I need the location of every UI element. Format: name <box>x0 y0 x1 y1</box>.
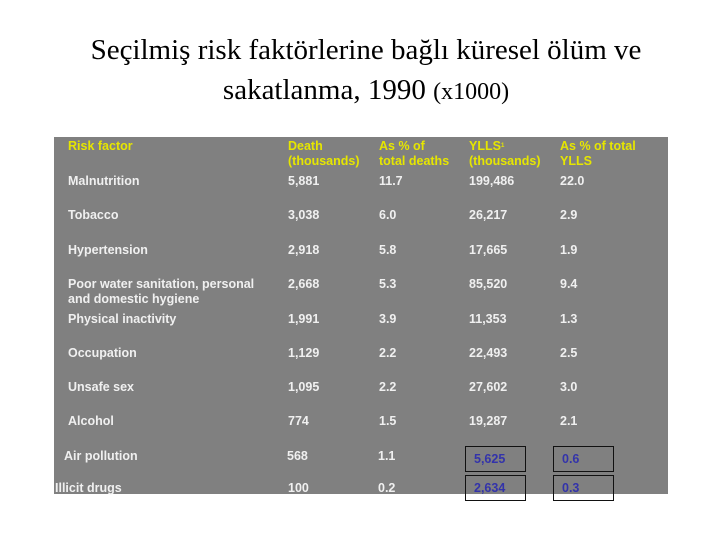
title-line-1: Seçilmiş risk faktörlerine bağlı küresel ölüm ve <box>90 34 642 66</box>
row-death: 2,918 <box>288 243 320 257</box>
row-pct-ylls: 2.1 <box>560 414 578 428</box>
row-death: 3,038 <box>288 208 320 222</box>
row-pct-deaths: 6.0 <box>379 208 397 222</box>
highlight-box-ylls-air: 5,625 <box>465 446 526 472</box>
row-factor: Malnutrition <box>68 174 140 188</box>
highlight-box-ylls-drugs: 2,634 <box>465 475 526 501</box>
row-factor: Hypertension <box>68 243 148 257</box>
row-pct-deaths: 2.2 <box>379 346 397 360</box>
slide-title <box>0 30 720 112</box>
highlight-box-pct-air: 0.6 <box>553 446 614 472</box>
title-line-2: sakatlanma, 1990 (x1000) <box>222 74 510 106</box>
row-pct-ylls: 3.0 <box>560 380 578 394</box>
row-death: 774 <box>288 414 309 428</box>
row-factor: Physical inactivity <box>68 312 177 326</box>
row-death: 1,991 <box>288 312 320 326</box>
row-factor: Occupation <box>68 346 137 360</box>
row-death: 1,095 <box>288 380 320 394</box>
row-pct-ylls: 1.9 <box>560 243 578 257</box>
row-pct-deaths: 3.9 <box>379 312 397 326</box>
row-factor: Unsafe sex <box>68 380 135 394</box>
row-pct-ylls: 1.3 <box>560 312 578 326</box>
row-pct-deaths: 5.8 <box>379 243 397 257</box>
row-pct-deaths: 1.5 <box>379 414 397 428</box>
row-ylls: 85,520 <box>469 277 508 291</box>
header-death: Death (thousands) <box>288 139 360 168</box>
row-ylls: 199,486 <box>469 174 515 188</box>
header-ylls: YLLS$^1$ (thousands) <box>469 139 541 168</box>
row-factor: Tobacco <box>68 208 119 222</box>
risk-factor-table <box>54 137 668 494</box>
row-pct-deaths: 11.7 <box>379 174 403 188</box>
row-pct-ylls: 2.9 <box>560 208 578 222</box>
row-pct-ylls: 9.4 <box>560 277 578 291</box>
header-pct-deaths: As % of total deaths <box>379 139 450 168</box>
row-pct-deaths: 0.2 <box>378 481 396 495</box>
row-death: 5,881 <box>288 174 320 188</box>
row-death: 568 <box>287 449 308 463</box>
row-ylls: 17,665 <box>469 243 508 257</box>
row-factor: Illicit drugs <box>55 481 122 495</box>
row-pct-deaths: 2.2 <box>379 380 397 394</box>
row-ylls: 27,602 <box>469 380 508 394</box>
row-death: 100 <box>288 481 309 495</box>
row-pct-deaths: 1.1 <box>378 449 396 463</box>
row-factor: Alcohol <box>68 414 114 428</box>
row-factor: Air pollution <box>64 449 138 463</box>
row-pct-ylls: 22.0 <box>560 174 585 188</box>
row-death: 1,129 <box>288 346 320 360</box>
row-ylls: 26,217 <box>469 208 508 222</box>
row-ylls: 11,353 <box>469 312 507 326</box>
row-ylls: 19,287 <box>469 414 508 428</box>
highlight-box-pct-drugs: 0.3 <box>553 475 614 501</box>
row-pct-ylls: 2.5 <box>560 346 578 360</box>
row-ylls: 22,493 <box>469 346 508 360</box>
header-pct-ylls: As % of total YLLS <box>560 139 636 168</box>
row-death: 2,668 <box>288 277 320 291</box>
header-risk-factor: Risk factor <box>68 139 133 153</box>
row-pct-deaths: 5.3 <box>379 277 397 291</box>
row-factor: Poor water sanitation, personal and domestic hygiene <box>68 277 255 306</box>
